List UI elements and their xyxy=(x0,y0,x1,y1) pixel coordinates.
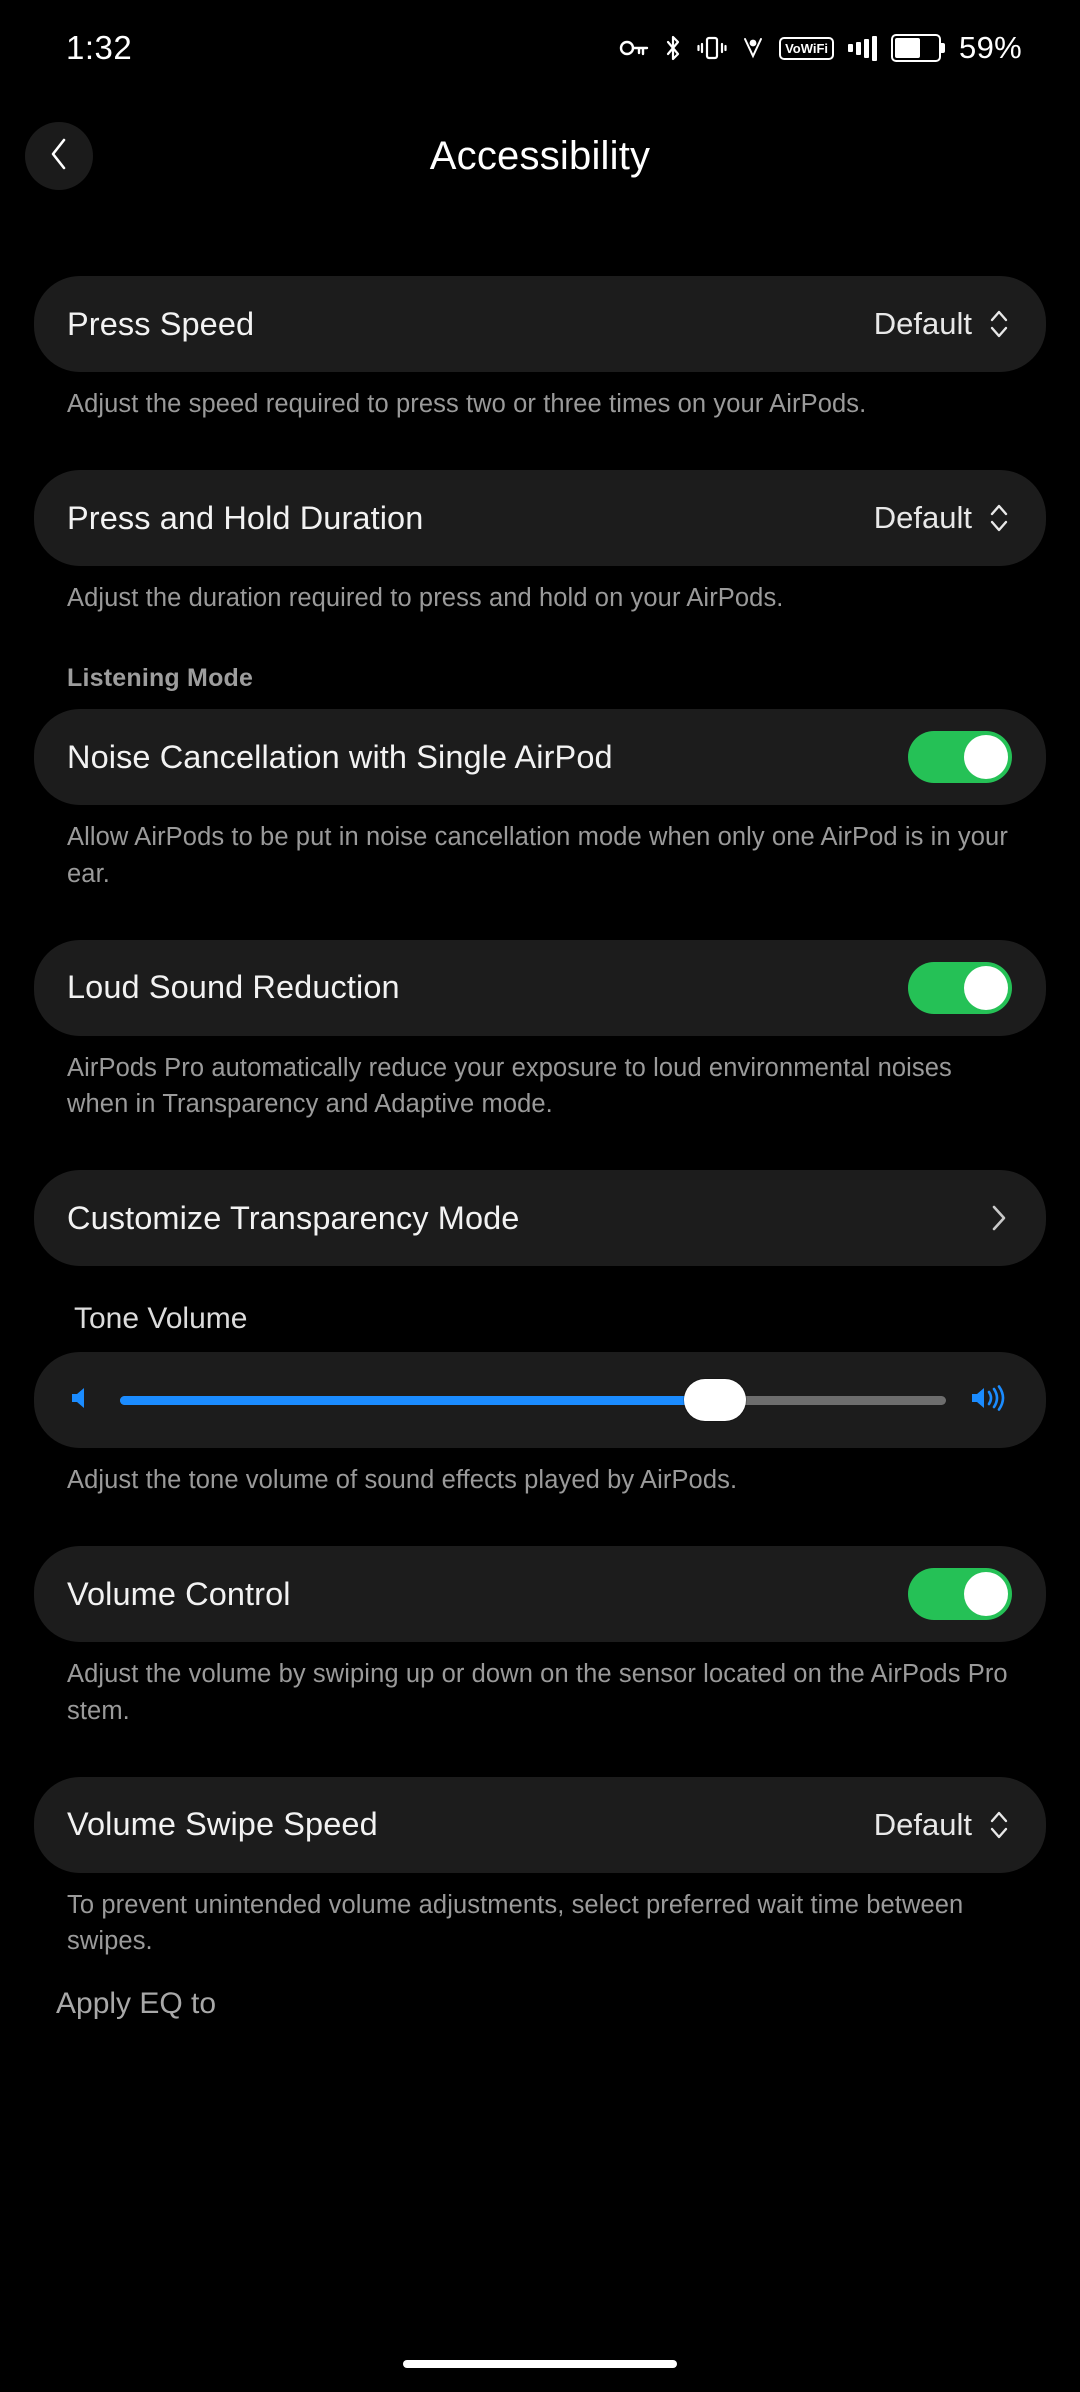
slider-fill xyxy=(120,1396,715,1405)
row-noise-cancellation-single-airpod[interactable] xyxy=(34,709,1046,805)
row-description: To prevent unintended volume adjustments, select preferred wait time between swipes. xyxy=(67,1890,964,1956)
battery-icon xyxy=(891,34,941,62)
section-title-listening-mode: Listening Mode xyxy=(67,664,254,693)
row-label: Press and Hold Duration xyxy=(67,499,424,536)
row-customize-transparency-mode[interactable] xyxy=(34,1170,1046,1266)
slider-thumb[interactable] xyxy=(684,1379,746,1421)
volume-low-icon xyxy=(68,1383,98,1418)
row-value: Default xyxy=(873,1806,972,1842)
row-label: Press Speed xyxy=(67,305,255,342)
status-icons xyxy=(619,30,1022,66)
stepper-updown-icon[interactable] xyxy=(986,1808,1012,1842)
row-label: Noise Cancellation with Single AirPod xyxy=(67,738,613,775)
row-press-and-hold-duration[interactable] xyxy=(34,470,1046,566)
row-label: Volume Control xyxy=(67,1575,291,1612)
vowifi-top: Vo xyxy=(785,40,801,56)
row-control[interactable] xyxy=(874,1807,1012,1843)
row-loud-sound-reduction[interactable] xyxy=(34,940,1046,1036)
tone-volume-label: Tone Volume xyxy=(74,1302,248,1336)
row-press-speed[interactable] xyxy=(34,276,1046,372)
row-control[interactable] xyxy=(874,500,1012,536)
row-description: Adjust the duration required to press and hold on your AirPods. xyxy=(67,584,784,613)
row-volume-swipe-speed[interactable] xyxy=(34,1777,1046,1873)
row-description: Adjust the volume by swiping up or down on the sensor located on the AirPods Pro stem. xyxy=(67,1660,1008,1725)
tone-volume-description: Adjust the tone volume of sound effects played by AirPods. xyxy=(67,1466,738,1495)
row-label: Volume Swipe Speed xyxy=(67,1806,378,1843)
key-icon xyxy=(619,37,649,59)
row-value: Default xyxy=(873,500,972,536)
tone-volume-slider-row[interactable] xyxy=(34,1352,1046,1448)
stepper-updown-icon[interactable] xyxy=(986,501,1012,535)
row-description: Allow AirPods to be put in noise cancellation mode when only one AirPod is in your ear. xyxy=(67,823,1008,888)
toggle-noise-cancellation-single-airpod[interactable] xyxy=(908,731,1012,783)
row-label: Customize Transparency Mode xyxy=(67,1199,520,1236)
home-indicator[interactable] xyxy=(403,2360,677,2368)
status-time: 1:32 xyxy=(66,29,133,66)
navigation-bar xyxy=(0,2336,1080,2392)
vowifi-bottom: WiFi xyxy=(800,40,829,56)
back-button[interactable] xyxy=(25,122,93,190)
status-bar xyxy=(0,0,1080,96)
stepper-updown-icon[interactable] xyxy=(986,307,1012,341)
row-value: Default xyxy=(873,306,972,341)
tone-volume-slider[interactable] xyxy=(120,1394,946,1406)
page-title: Accessibility xyxy=(429,133,651,178)
apply-eq-label: Apply EQ to xyxy=(56,1987,217,2021)
bluetooth-icon xyxy=(663,34,683,62)
battery-percent: 59% xyxy=(959,30,1022,65)
signal-bars-icon xyxy=(848,35,877,61)
settings-list xyxy=(0,276,1080,2021)
row-description: AirPods Pro automatically reduce your exposure to loud environmental noises when in Transparency and Adaptive mode. xyxy=(67,1053,952,1119)
location-icon xyxy=(741,35,765,61)
row-volume-control[interactable] xyxy=(34,1546,1046,1642)
row-control[interactable] xyxy=(874,306,1012,342)
toggle-loud-sound-reduction[interactable] xyxy=(908,962,1012,1014)
chevron-right-icon[interactable] xyxy=(986,1201,1012,1235)
vowifi-icon xyxy=(779,37,834,60)
row-label: Loud Sound Reduction xyxy=(67,969,400,1006)
vibrate-icon xyxy=(697,35,727,61)
row-description: Adjust the speed required to press two or three times on your AirPods. xyxy=(67,390,867,418)
page-header xyxy=(0,96,1080,216)
toggle-volume-control[interactable] xyxy=(908,1568,1012,1620)
chevron-left-icon xyxy=(48,137,70,176)
volume-high-icon xyxy=(968,1383,1012,1418)
